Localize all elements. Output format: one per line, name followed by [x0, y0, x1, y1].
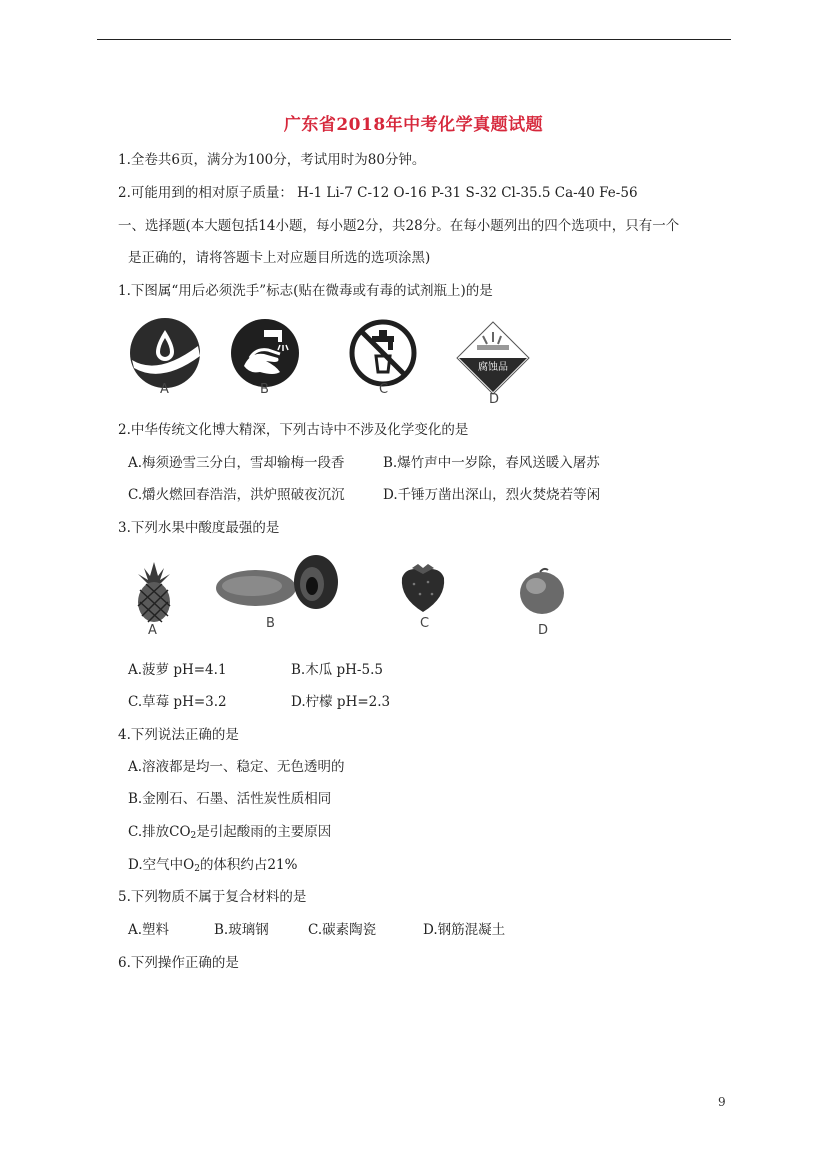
- q1-label-a: A: [160, 382, 169, 397]
- q2-stem: 2.中华传统文化博大精深，下列古诗中不涉及化学变化的是: [118, 422, 469, 438]
- no-drinking-water-sign-icon: [348, 318, 418, 388]
- pineapple-icon: [130, 560, 178, 624]
- q4-option-b: B.金刚石、石墨、活性炭性质相同: [128, 791, 332, 807]
- q5-option-b: B.玻璃钢: [214, 922, 269, 938]
- q1-stem: 1.下图属“用后必须洗手”标志(贴在微毒或有毒的试剂瓶上)的是: [118, 283, 493, 299]
- header-rule: [97, 39, 731, 40]
- q5-option-c: C.碳素陶瓷: [308, 922, 377, 938]
- q4-option-a: A.溶液都是均一、稳定、无色透明的: [128, 759, 345, 775]
- water-drop-sign-icon: [128, 316, 202, 390]
- corrosive-diamond-icon: [455, 320, 531, 396]
- q2-option-b: B.爆竹声中一岁除，春风送暖入屠苏: [383, 455, 600, 471]
- q6-stem: 6.下列操作正确的是: [118, 955, 239, 971]
- q3-label-b: B: [266, 616, 275, 631]
- q4-option-c: C.排放$CO_2$是引起酸雨的主要原因: [128, 824, 332, 841]
- page-number: 9: [718, 1095, 726, 1109]
- q5-option-a: A.塑料: [128, 922, 170, 938]
- q4-stem: 4.下列说法正确的是: [118, 727, 239, 743]
- q5-stem: 5.下列物质不属于复合材料的是: [118, 889, 307, 905]
- q3-option-d: D.柠檬 pH=2.3: [291, 694, 391, 710]
- strawberry-icon: [398, 562, 448, 614]
- q3-label-c: C: [420, 616, 430, 631]
- q2-option-d: D.千锤万凿出深山，烈火焚烧若等闲: [383, 487, 601, 503]
- q3-option-b: B.木瓜 pH-5.5: [291, 662, 383, 678]
- q2-option-c: C.爝火燃回春浩浩，洪炉照破夜沉沉: [128, 487, 345, 503]
- q3-option-c: C.草莓 pH=3.2: [128, 694, 227, 710]
- q3-label-d: D: [538, 623, 549, 638]
- intro-line-1: 1.全卷共6页，满分为100分，考试用时为80分钟。: [118, 152, 426, 168]
- intro-line-2: 2.可能用到的相对原子质量： H-1 Li-7 C-12 O-16 P-31 S-32 Cl-35.5 Ca-40 Fe-56: [118, 185, 638, 201]
- q1-label-d: D: [489, 392, 500, 407]
- q5-option-d: D.钢筋混凝土: [423, 922, 506, 938]
- page-title: 广东省2018年中考化学真题试题: [283, 115, 544, 135]
- papaya-icon: [212, 554, 340, 614]
- hand-washing-sign-icon: [230, 318, 300, 388]
- q1-label-c: C: [379, 382, 389, 397]
- q1-label-b: B: [260, 382, 269, 397]
- q2-option-a: A.梅须逊雪三分白，雪却输梅一段香: [128, 455, 345, 471]
- q4-option-d: D.空气中$O_2$的体积约占21%: [128, 857, 298, 874]
- q3-stem: 3.下列水果中酸度最强的是: [118, 520, 280, 536]
- q3-label-a: A: [148, 623, 157, 638]
- section-heading: 一、选择题(本大题包括14小题，每小题2分，共28分。在每小题列出的四个选项中，只有一个: [118, 218, 680, 234]
- sign-text: 腐蚀品: [478, 362, 508, 373]
- lemon-icon: [516, 566, 568, 616]
- q3-option-a: A.菠萝 pH=4.1: [128, 662, 227, 678]
- section-heading-cont: 是正确的，请将答题卡上对应题目所选的选项涂黑): [128, 250, 431, 266]
